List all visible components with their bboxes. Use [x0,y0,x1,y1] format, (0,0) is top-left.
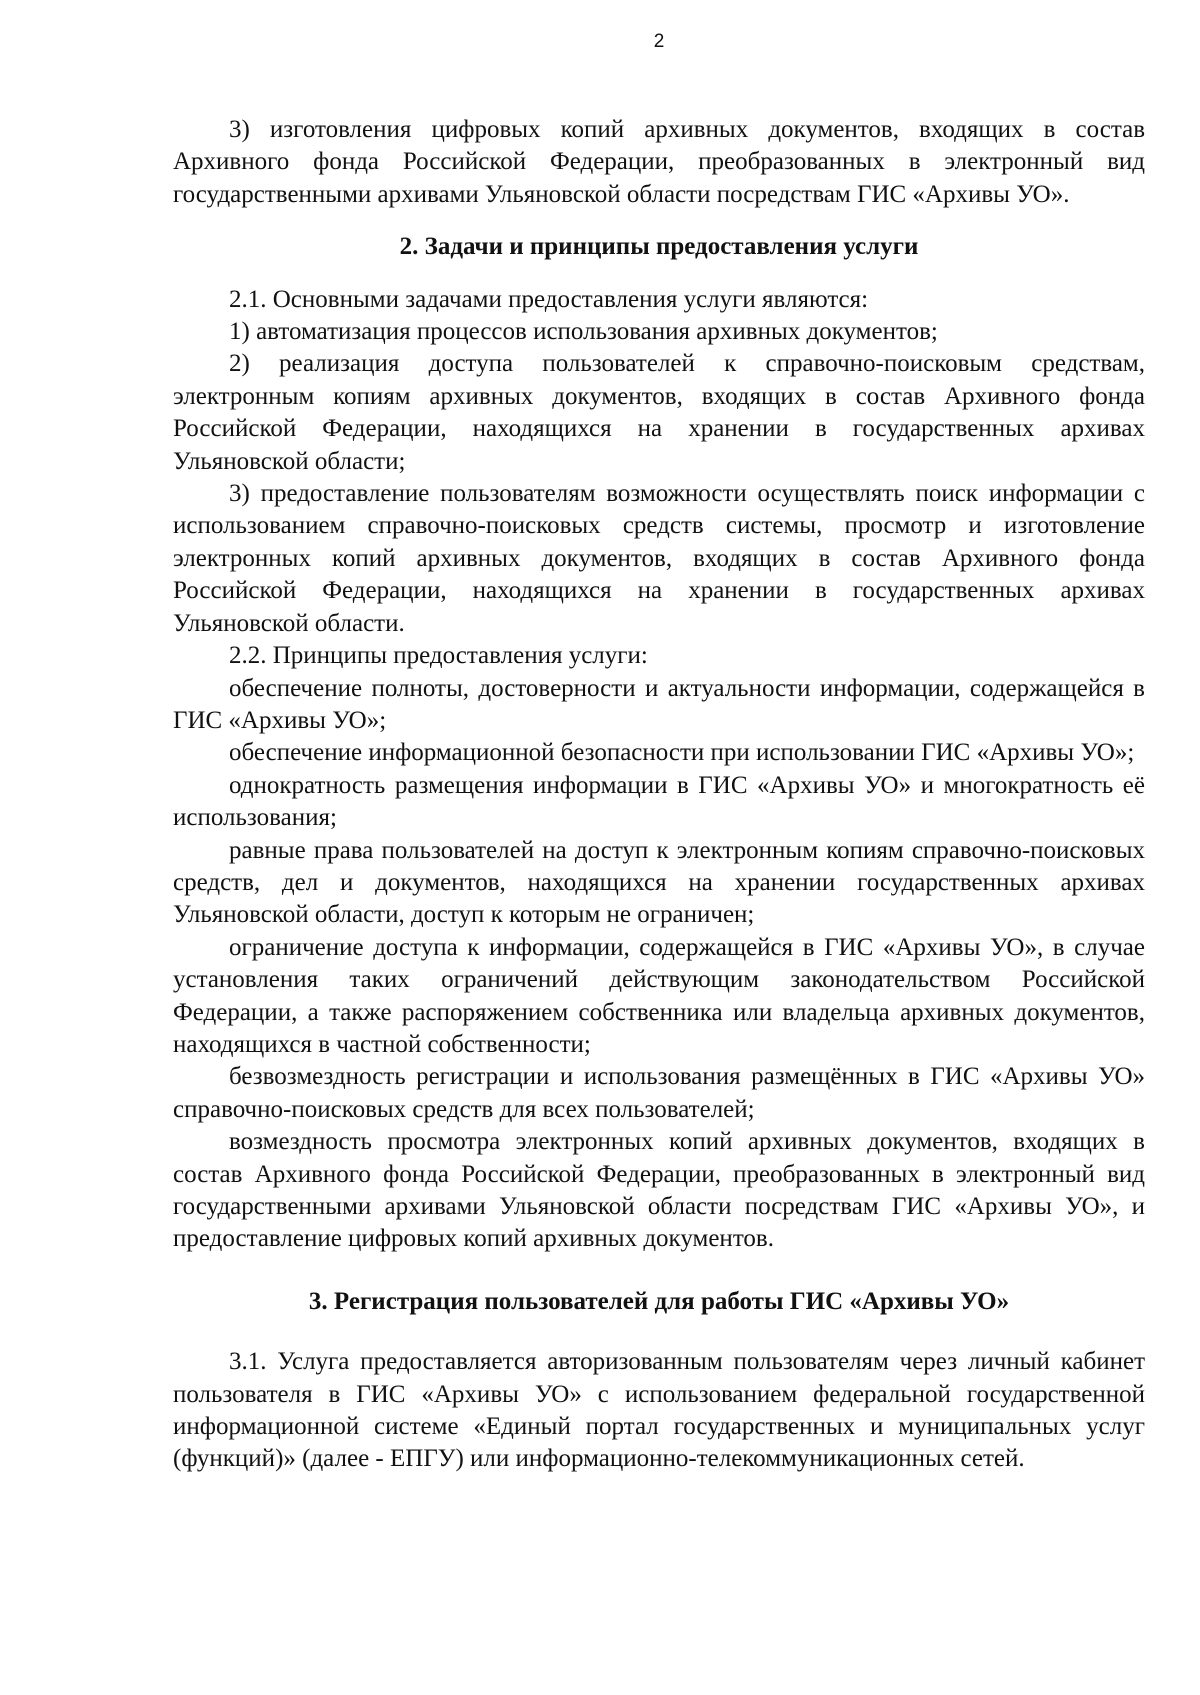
principle-item: обеспечение полноты, достоверности и актуальности информации, содержащейся в ГИС «Архивы УО»; [173,674,1145,734]
section-2-heading: 2. Задачи и принципы предоставления услуги [399,233,919,261]
principle-item: ограничение доступа к информации, содержащейся в ГИС «Архивы УО», в случае установления таких ограничений действующим законодательством Российской Федерации, а также распоряжением собственника или владельца архивных документов, находящихся в частной собственности; [173,933,1145,1058]
task-item: 2) реализация доступа пользователей к справочно-поисковым средствам, электронным копиям архивных документов, входящих в состав Архивного фонда Российской Федерации, находящихся на хранении в государственных архивах Ульяновской области; [173,350,1145,475]
principle-item: безвозмездность регистрации и использования размещённых в ГИС «Архивы УО» справочно-поисковых средств для всех пользователей; [173,1063,1145,1123]
principle-item: однократность размещения информации в ГИС «Архивы УО» и многократность её использования; [173,771,1145,832]
intro-item-3: 3) изготовления цифровых копий архивных документов, входящих в состав Архивного фонда Российской Федерации, преобразованных в электронный вид государственными архивами Ульяновской области посредствам ГИС «Архивы УО». [173,116,1145,208]
page-number: 2 [653,31,665,52]
paragraph-3-1: 3.1. Услуга предоставляется авторизованным пользователям через личный кабинет пользователя в ГИС «Архивы УО» с использованием федеральной государственной информационной системе «Единый портал государственных и муниципальных услуг (функций)» (далее - ЕПГУ) или информационно-телекоммуникационных сетей. [173,1348,1145,1473]
section-3-heading: 3. Регистрация пользователей для работы ГИС «Архивы УО» [308,1287,1010,1315]
task-item: 1) автоматизация процессов использования архивных документов; [229,318,938,346]
paragraph-2-1: 2.1. Основными задачами предоставления услуги являются: [229,285,869,313]
task-item: 3) предоставление пользователям возможности осуществлять поиск информации с использованием справочно-поисковых средств системы, просмотр и изготовление электронных копий архивных документов, входящих в состав Архивного фонда Российской Федерации, находящихся на хранении в государственных архивах Ульяновской области. [173,480,1145,637]
document-body [173,114,1145,1476]
principle-item: возмездность просмотра электронных копий архивных документов, входящих в состав Архивного фонда Российской Федерации, преобразованных в электронный вид государственными архивами Ульяновской области посредствам ГИС «Архивы УО», и предоставление цифровых копий архивных документов. [173,1128,1145,1253]
principle-item: равные права пользователей на доступ к электронным копиям справочно-поисковых средств, дел и документов, находящихся на хранении государственных архивах Ульяновской области, доступ к которым не ограничен; [173,836,1145,929]
paragraph-2-2: 2.2. Принципы предоставления услуги: [229,642,648,670]
principle-item: обеспечение информационной безопасности при использовании ГИС «Архивы УО»; [229,739,1135,767]
